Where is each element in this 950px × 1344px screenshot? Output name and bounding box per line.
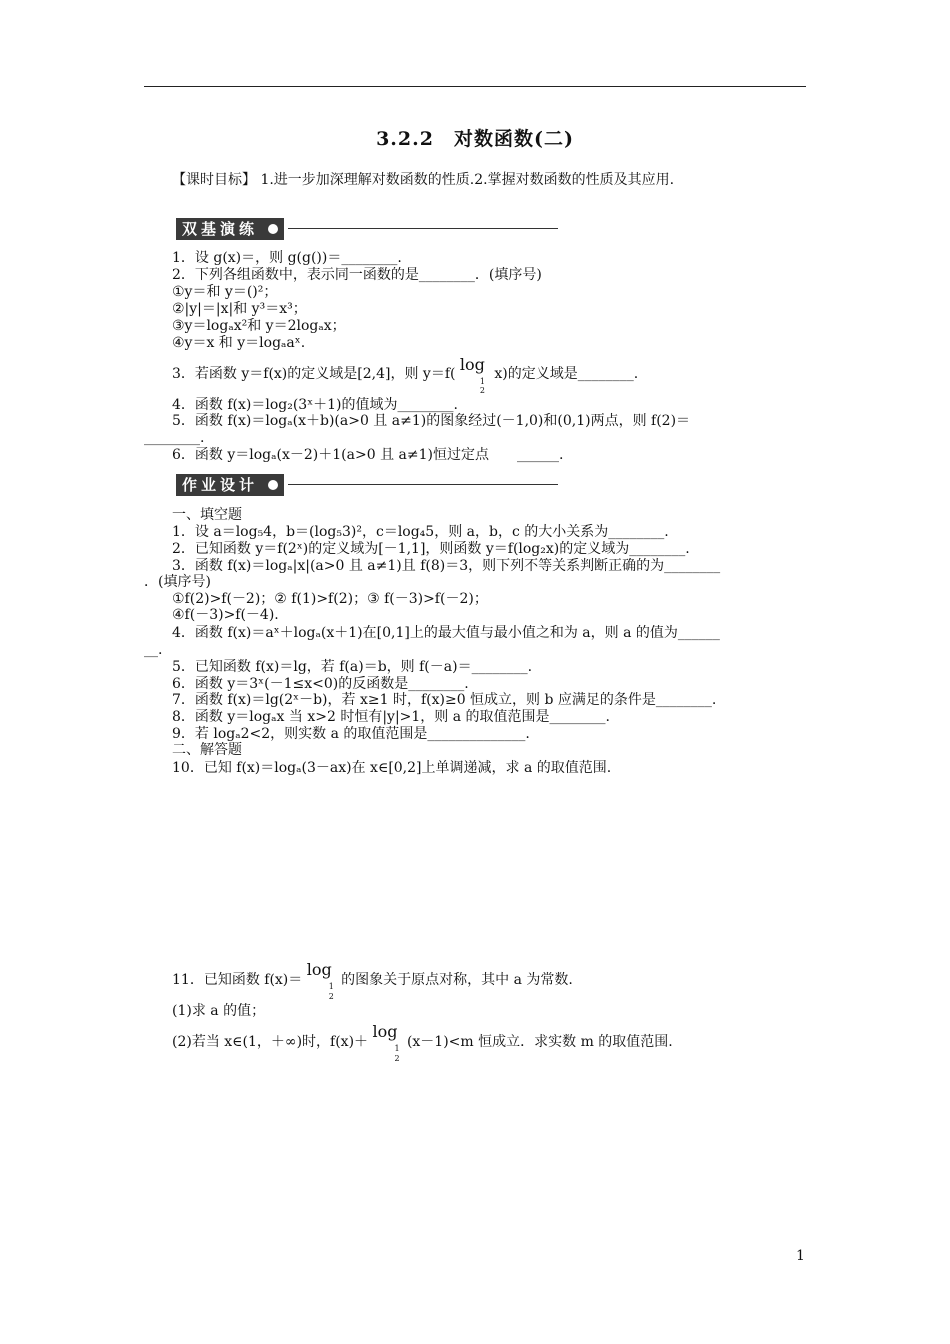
log-half-expression: log 1 2 [459,355,486,395]
homework-q9: 9．若 logₐ2<2，则实数 a 的取值范围是______________. [172,726,530,742]
homework-q3: 3．函数 f(x)＝logₐ|x|(a>0 且 a≠1)且 f(8)＝3，则下列不等关系判断正确的为________ [172,558,721,574]
basics-q1: 1．设 g(x)＝，则 g(g())＝________. [172,250,402,266]
homework-q3-options: ①f(2)>f(－2)；② f(1)>f(2)；③ f(－3)>f(－2)； [172,591,488,607]
basics-q2-option2: ②|y|＝|x|和 y³＝x³； [172,301,307,317]
homework-q6: 6．函数 y＝3ˣ(－1≤x<0)的反函数是________. [172,676,469,692]
bullet-dot-icon [268,480,278,490]
homework-q11: 11．已知函数 f(x)＝ log 1 2 的图象关于原点对称，其中 a 为常数. [172,960,573,1001]
lesson-objectives: 【课时目标】 1.进一步加深理解对数函数的性质.2.掌握对数函数的性质及其应用. [172,172,675,188]
section-band-basics [176,218,558,240]
section-label: 作业设计 [176,474,284,496]
log-half-expression: log 1 2 [306,960,334,1001]
homework-heading-fill: 一、填空题 [172,507,242,523]
homework-q1: 1．设 a＝log₅4，b＝(log₅3)²，c＝log₄5，则 a，b，c 的大小关系为________. [172,524,669,540]
homework-q2: 2．已知函数 y＝f(2ˣ)的定义域为[－1,1]，则函数 y＝f(log₂x)的定义域为________. [172,541,690,557]
section-label: 双基演练 [176,218,284,240]
homework-q11-part1: (1)求 a 的值； [172,1003,266,1019]
log-half-expression: log 1 2 [372,1022,400,1063]
basics-q2-option4: ④y＝x 和 y＝logₐaˣ. [172,335,306,351]
homework-q5: 5．已知函数 f(x)＝lg，若 f(a)＝b，则 f(－a)＝________. [172,659,533,675]
basics-q5-blank: ________. [144,430,205,446]
homework-q3-option4: ④f(－3)>f(－4). [172,607,279,623]
section-band-homework [176,474,558,496]
section-rule [288,228,558,229]
homework-q11-part2: (2)若当 x∈(1，＋∞)时，f(x)＋ log 1 2 (x－1)<m 恒成立．求实数 m 的取值范围. [172,1022,673,1063]
page-number: 1 [796,1248,805,1264]
bullet-dot-icon [268,224,278,234]
basics-q2-option1: ①y＝和 y＝()²； [172,284,278,300]
basics-q2-option3: ③y＝logₐx²和 y＝2logₐx； [172,318,346,334]
homework-q4: 4．函数 f(x)＝aˣ＋logₐ(x＋1)在[0,1]上的最大值与最小值之和为 a，则 a 的值为______ [172,625,720,641]
page-title: 3.2.2 对数函数(二) [376,128,574,150]
basics-q4: 4．函数 f(x)＝log₂(3ˣ＋1)的值域为________. [172,397,458,413]
homework-heading-solve: 二、解答题 [172,742,242,758]
homework-q8: 8．函数 y＝logₐx 当 x>2 时恒有|y|>1，则 a 的取值范围是________. [172,709,610,725]
basics-q5: 5．函数 f(x)＝logₐ(x＋b)(a>0 且 a≠1)的图象经过(－1,0)和(0,1)两点，则 f(2)＝ [172,413,691,429]
homework-q7: 7．函数 f(x)＝lg(2ˣ－b)，若 x≥1 时，f(x)≥0 恒成立，则 b 应满足的条件是________. [172,692,717,708]
basics-q3: 3．若函数 y＝f(x)的定义域是[2,4]，则 y＝f( log 1 2 x)的定义域是________. [172,355,639,395]
basics-q6: 6．函数 y＝logₐ(x－2)＋1(a>0 且 a≠1)恒过定点 ______. [172,447,564,463]
section-rule [288,484,558,485]
homework-q3-cont: ．(填序号) [144,574,211,590]
header-rule [144,86,806,87]
homework-q4-cont: __. [144,642,163,658]
homework-q10: 10．已知 f(x)＝logₐ(3－ax)在 x∈[0,2]上单调递减，求 a 的取值范围. [172,760,612,776]
basics-q2: 2．下列各组函数中，表示同一函数的是________．(填序号) [172,267,542,283]
